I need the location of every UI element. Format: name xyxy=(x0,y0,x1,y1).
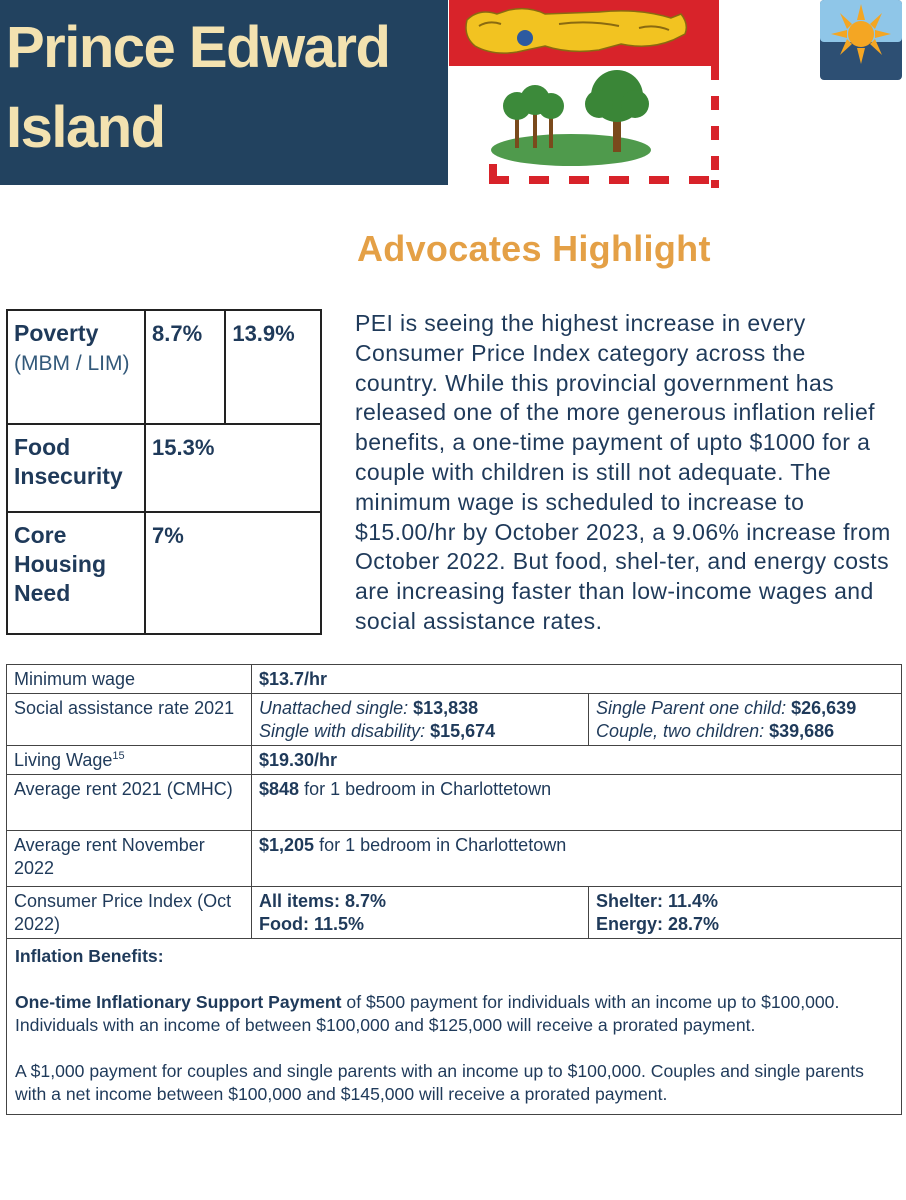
living-wage-label: Living Wage xyxy=(14,750,113,770)
highlight-paragraph: PEI is seeing the highest increase in every Consumer Price Index category across the country. While this provincial government has released one of the more generous inflation relief benefits, a one-time payment of upto $1000 for a couple with children is still not adequate. The minimum wage is scheduled to increase to $15.00/hr by October 2023, a 9.06% increase from October 2022. But food, shel-ter, and energy costs are increasing faster than low-income wages and social assistance rates. xyxy=(355,310,891,634)
sa-disability-label: Single with disability: xyxy=(259,721,426,741)
benefits-title: Inflation Benefits: xyxy=(15,946,164,966)
food-insecurity-value: 15.3% xyxy=(145,424,321,512)
poverty-sub-label: (MBM / LIM) xyxy=(14,352,130,375)
cpi-col2 xyxy=(589,887,902,939)
advocates-highlight-heading: Advocates Highlight xyxy=(357,228,711,269)
cpi-food: Food: 11.5% xyxy=(259,914,365,934)
min-wage-label: Minimum wage xyxy=(7,665,252,694)
cpi-shelter: Shelter: 11.4% xyxy=(596,891,719,911)
benefit-1 xyxy=(15,991,893,1037)
food-insecurity-label xyxy=(7,424,145,512)
food-label-line1: Food xyxy=(14,434,71,460)
poverty-label-cell xyxy=(7,310,145,424)
housing-label-line3: Need xyxy=(14,580,71,606)
page-title xyxy=(6,8,446,168)
rent-2021-desc: for 1 bedroom in Charlottetown xyxy=(304,779,552,799)
rent-2021-label: Average rent 2021 (CMHC) xyxy=(7,775,252,831)
rent-2022-amount: $1,205 xyxy=(259,835,315,855)
min-wage-value: $13.7/hr xyxy=(252,665,902,694)
core-housing-label xyxy=(7,512,145,634)
rent-2022-label: Average rent November 2022 xyxy=(7,831,252,887)
housing-label-line1: Core xyxy=(14,522,67,548)
sa-single-parent-value: $26,639 xyxy=(791,698,857,718)
header-band xyxy=(0,0,448,185)
cpi-col1 xyxy=(252,887,589,939)
cpi-energy: Energy: 28.7% xyxy=(596,914,720,934)
title-line-2: Island xyxy=(6,95,165,160)
benefit-1-name: One-time Inflationary Support Payment xyxy=(15,992,342,1012)
sun-logo-icon xyxy=(820,0,902,80)
pei-flag-icon xyxy=(449,0,719,188)
info-table xyxy=(6,664,902,1115)
housing-label-line2: Housing xyxy=(14,551,106,577)
rent-2021-amount: $848 xyxy=(259,779,300,799)
social-assistance-col1 xyxy=(252,694,589,746)
poverty-mbm-value: 8.7% xyxy=(145,310,225,424)
rent-2021-value-cell xyxy=(252,775,902,831)
social-assistance-label: Social assistance rate 2021 xyxy=(7,694,252,746)
cpi-label: Consumer Price Index (Oct 2022) xyxy=(7,887,252,939)
sa-single-parent-label: Single Parent one child: xyxy=(596,698,787,718)
sa-unattached-value: $13,838 xyxy=(413,698,479,718)
poverty-lim-value: 13.9% xyxy=(225,310,321,424)
stats-table xyxy=(6,309,322,635)
living-wage-value: $19.30/hr xyxy=(252,746,902,775)
social-assistance-col2 xyxy=(589,694,902,746)
cpi-all-items: All items: 8.7% xyxy=(259,891,387,911)
sa-unattached-label: Unattached single: xyxy=(259,698,409,718)
benefit-2: A $1,000 payment for couples and single parents with an income up to $100,000. Couples and single parents with a net income between $100,000 and $145,000 will receive a prorated payment. xyxy=(15,1061,864,1104)
benefit-1-text: of $500 payment for individuals with an income up to $100,000. Individuals with an income of between $100,000 and $125,000 will receive a prorated payment. xyxy=(15,992,840,1035)
core-housing-value: 7% xyxy=(145,512,321,634)
rent-2022-value-cell xyxy=(252,831,902,887)
food-label-line2: Insecurity xyxy=(14,463,123,489)
rent-2022-desc: for 1 bedroom in Charlottetown xyxy=(319,835,567,855)
poverty-label: Poverty xyxy=(14,320,99,346)
sa-disability-value: $15,674 xyxy=(430,721,496,741)
inflation-benefits-cell xyxy=(7,939,902,1115)
living-wage-footnote: 15 xyxy=(112,750,125,762)
sa-couple-label: Couple, two children: xyxy=(596,721,765,741)
sa-couple-value: $39,686 xyxy=(769,721,835,741)
living-wage-label-cell xyxy=(7,746,252,775)
title-line-1: Prince Edward xyxy=(6,15,390,80)
